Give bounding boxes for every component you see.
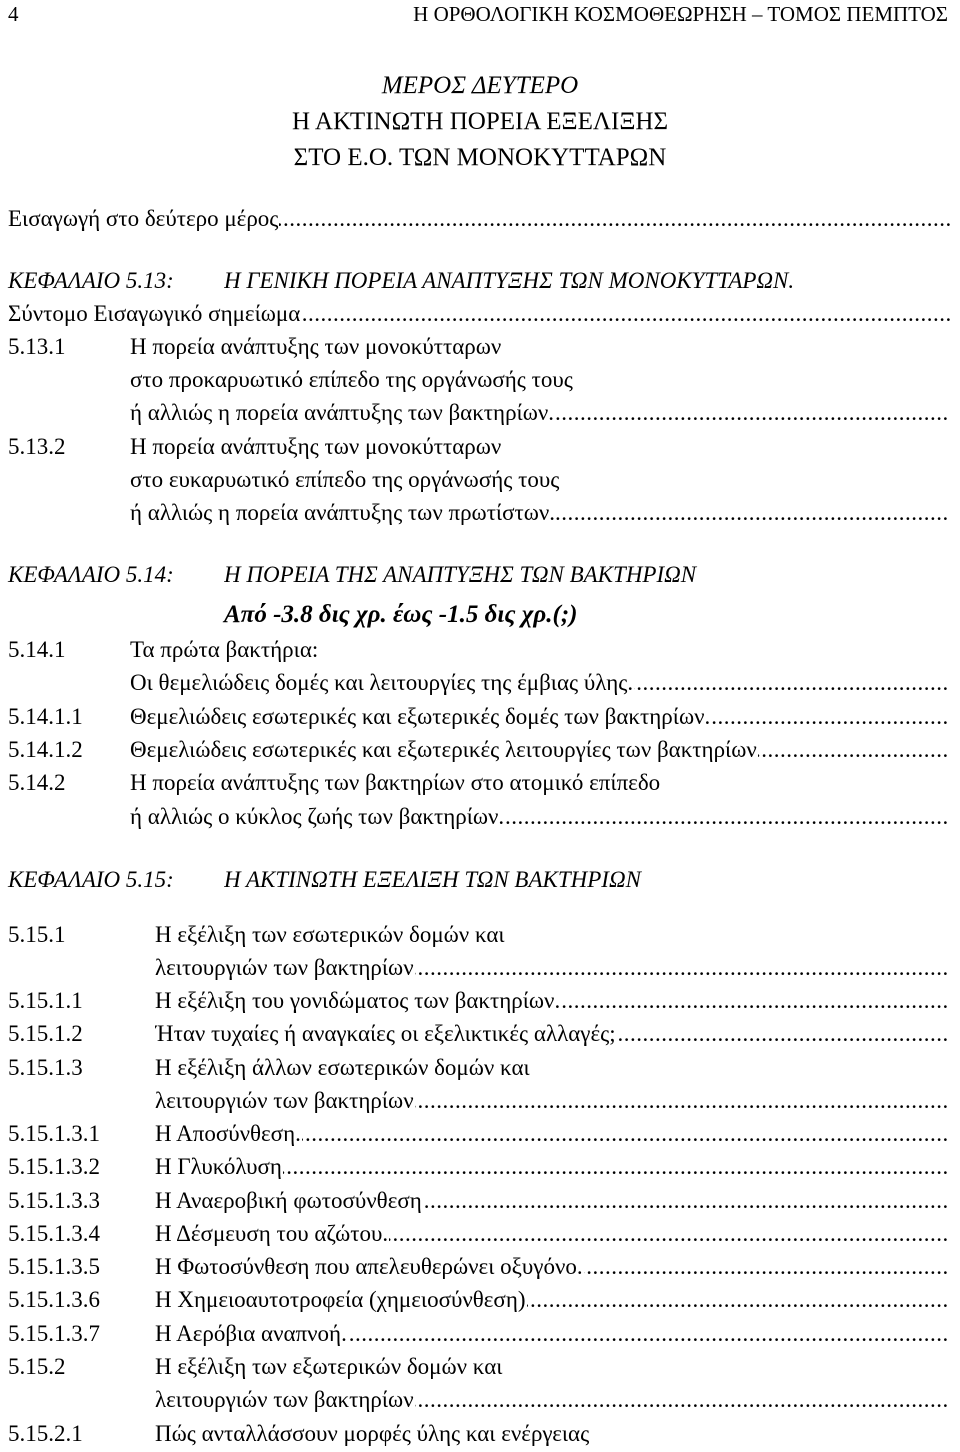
section-number: 5.13.1 <box>8 334 66 359</box>
part-heading <box>0 68 960 176</box>
toc-entry-text: Η Δέσμευση του αζώτου. <box>155 1221 389 1246</box>
toc-entry-5-15-1-3-5[interactable] <box>0 1250 960 1284</box>
toc-entry-5-15-1-3-1[interactable] <box>0 1117 960 1151</box>
chapter-heading-5-15[interactable] <box>0 863 960 897</box>
part-title-line2: ΣΤΟ Ε.Ο. ΤΩΝ ΜΟΝΟΚΥΤΤΑΡΩΝ <box>293 144 667 171</box>
toc-entry-5-15-1-1[interactable] <box>0 984 960 1018</box>
page-number: 4 <box>8 2 19 26</box>
toc-entry-continuation <box>0 666 960 700</box>
section-number: 5.15.1.3.5 <box>8 1254 100 1279</box>
chapter-title: Η ΠΟΡΕΙΑ ΤΗΣ ΑΝΑΠΤΥΞΗΣ ΤΩΝ ΒΑΚΤΗΡΙΩΝ <box>224 562 697 587</box>
toc-entry-text: Η εξέλιξη άλλων εσωτερικών δομών και <box>155 1055 530 1080</box>
chapter-period <box>0 596 960 634</box>
section-number: 5.15.1.3.2 <box>8 1154 100 1179</box>
section-number: 5.15.1.3.3 <box>8 1188 100 1213</box>
toc-entry-continuation <box>0 1383 960 1417</box>
toc-entry-text: ή αλλιώς η πορεία ανάπτυξης των πρωτίστων. <box>130 500 556 525</box>
toc-entry-5-15-1-2[interactable] <box>0 1017 960 1051</box>
section-number: 5.15.1.3.1 <box>8 1121 100 1146</box>
section-number: 5.14.2 <box>8 770 66 795</box>
chapter-title: Η ΑΚΤΙΝΩΤΗ ΕΞΕΛΙΞΗ ΤΩΝ ΒΑΚΤΗΡΙΩΝ <box>224 867 641 892</box>
toc-entry-continuation <box>0 363 960 397</box>
toc-entry-text: Θεμελιώδεις εσωτερικές και εξωτερικές λειτουργίες των βακτηρίων <box>130 737 757 762</box>
page-header <box>0 0 960 30</box>
toc-entry-continuation <box>0 396 960 430</box>
toc-entry-continuation <box>0 463 960 497</box>
toc-entry-text: στο προκαρυωτικό επίπεδο της οργάνωσής τους <box>130 367 573 392</box>
period-text: Από -3.8 δις χρ. έως -1.5 δις χρ.(;) <box>224 601 578 628</box>
toc-entry-continuation <box>0 800 960 834</box>
section-number: 5.15.1.2 <box>8 1021 83 1046</box>
toc-entry-intro[interactable] <box>0 202 960 236</box>
section-number: 5.15.1.1 <box>8 988 83 1013</box>
toc-entry-text: στο ευκαρυωτικό επίπεδο της οργάνωσής τους <box>130 467 560 492</box>
toc-entry-5-15-1-3-3[interactable] <box>0 1184 960 1218</box>
toc-entry-5-14-1-2[interactable] <box>0 733 960 767</box>
toc-entry-text: Η Γλυκόλυση <box>155 1154 282 1179</box>
toc-entry-text: λειτουργιών των βακτηρίων <box>155 1387 414 1412</box>
chapter-title: Η ΓΕΝΙΚΗ ΠΟΡΕΙΑ ΑΝΑΠΤΥΞΗΣ ΤΩΝ ΜΟΝΟΚΥΤΤΑΡΩΝ. <box>224 268 795 293</box>
toc-entry-5-15-1-3-4[interactable] <box>0 1217 960 1251</box>
toc-entry-text: Η πορεία ανάπτυξης των μονοκύτταρων <box>130 334 502 359</box>
chapter-heading-5-14[interactable] <box>0 558 960 592</box>
section-number: 5.14.1.1 <box>8 704 83 729</box>
section-number: 5.14.1 <box>8 637 66 662</box>
chapter-label: ΚΕΦΑΛΑΙΟ 5.13: <box>8 268 174 293</box>
section-number: 5.13.2 <box>8 434 66 459</box>
section-number: 5.15.2.1 <box>8 1421 83 1446</box>
toc-entry-text: ή αλλιώς η πορεία ανάπτυξης των βακτηρίων. <box>130 400 555 425</box>
toc-entry-continuation <box>0 496 960 530</box>
toc-entry-text: Θεμελιώδεις εσωτερικές και εξωτερικές δομές των βακτηρίων. <box>130 704 711 729</box>
toc-entry-text: λειτουργιών των βακτηρίων <box>155 1088 414 1113</box>
toc-entry-text: Η εξέλιξη των εξωτερικών δομών και <box>155 1354 503 1379</box>
toc-entry-continuation <box>0 951 960 985</box>
toc-entry-text: Η Αποσύνθεση. <box>155 1121 301 1146</box>
toc-entry-5-15-2-1[interactable] <box>0 1417 960 1451</box>
section-number: 5.15.1.3.7 <box>8 1321 100 1346</box>
section-number: 5.15.1.3 <box>8 1055 83 1080</box>
toc-entry-text: Σύντομο Εισαγωγικό σημείωμα <box>8 301 301 326</box>
toc-entry-text: Οι θεμελιώδεις δομές και λειτουργίες της έμβιας ύλης. <box>130 670 634 695</box>
toc-entry-5-14-1-1[interactable] <box>0 700 960 734</box>
chapter-heading-5-13[interactable] <box>0 264 960 298</box>
toc-entry-5-14-2[interactable] <box>0 766 960 800</box>
toc-entry-text: Η πορεία ανάπτυξης των βακτηρίων στο ατομικό επίπεδο <box>130 770 661 795</box>
toc-entry-continuation <box>0 1084 960 1118</box>
toc-entry-text: ή αλλιώς ο κύκλος ζωής των βακτηρίων. <box>130 804 505 829</box>
toc-entry-text: Η Αναεροβική φωτοσύνθεση <box>155 1188 422 1213</box>
toc-entry-5-15-1-3-6[interactable] <box>0 1283 960 1317</box>
section-number: 5.14.1.2 <box>8 737 83 762</box>
toc-entry-text: Η Φωτοσύνθεση που απελευθερώνει οξυγόνο. <box>155 1254 583 1279</box>
toc-entry-text: Η πορεία ανάπτυξης των μονοκύτταρων <box>130 434 502 459</box>
running-title: Η ΟΡΘΟΛΟΓΙΚΗ ΚΟΣΜΟΘΕΩΡΗΣΗ – ΤΟΜΟΣ ΠΕΜΠΤΟΣ <box>413 2 948 26</box>
toc-entry-5-15-1-3[interactable] <box>0 1051 960 1085</box>
toc-entry-5-13-1[interactable] <box>0 330 960 364</box>
chapter-label: ΚΕΦΑΛΑΙΟ 5.15: <box>8 867 174 892</box>
toc-entry-5-15-1[interactable] <box>0 918 960 952</box>
toc-entry-text: Εισαγωγή στο δεύτερο μέρος <box>8 206 279 231</box>
part-title-line1: Η ΑΚΤΙΝΩΤΗ ΠΟΡΕΙΑ ΕΞΕΛΙΞΗΣ <box>291 108 669 135</box>
section-number: 5.15.1 <box>8 922 66 947</box>
toc-entry-text: Ήταν τυχαίες ή αναγκαίες οι εξελικτικές αλλαγές; <box>155 1021 616 1046</box>
section-number: 5.15.2 <box>8 1354 66 1379</box>
part-label: ΜΕΡΟΣ ΔΕΥΤΕΡΟ <box>381 72 579 99</box>
toc-entry-5-15-2[interactable] <box>0 1350 960 1384</box>
toc-entry-text: Η Αερόβια αναπνοή. <box>155 1321 347 1346</box>
toc-entry-note[interactable] <box>0 297 960 331</box>
toc-entry-5-14-1[interactable] <box>0 633 960 667</box>
toc-entry-5-15-1-3-7[interactable] <box>0 1317 960 1351</box>
toc-entry-5-15-1-3-2[interactable] <box>0 1150 960 1184</box>
toc-entry-text: Η εξέλιξη των εσωτερικών δομών και <box>155 922 505 947</box>
chapter-label: ΚΕΦΑΛΑΙΟ 5.14: <box>8 562 174 587</box>
section-number: 5.15.1.3.4 <box>8 1221 100 1246</box>
toc-entry-text: Πώς ανταλλάσσουν μορφές ύλης και ενέργειας <box>155 1421 590 1446</box>
toc-entry-5-13-2[interactable] <box>0 430 960 464</box>
toc-entry-text: λειτουργιών των βακτηρίων <box>155 955 414 980</box>
toc-entry-text: Η εξέλιξη του γονιδώματος των βακτηρίων. <box>155 988 561 1013</box>
toc-entry-text: Η Χημειοαυτοτροφεία (χημειοσύνθεση) <box>155 1287 526 1312</box>
toc-entry-text: Τα πρώτα βακτήρια: <box>130 637 319 662</box>
section-number: 5.15.1.3.6 <box>8 1287 100 1312</box>
